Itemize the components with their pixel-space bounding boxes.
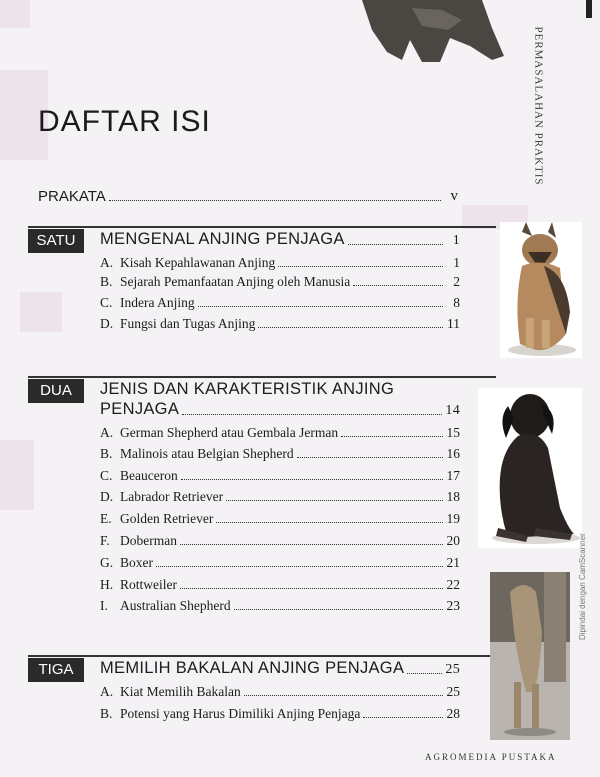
toc-item[interactable]	[100, 446, 460, 462]
toc-item-label: Fungsi dan Tugas Anjing	[120, 316, 256, 331]
toc-chapter-tiga[interactable]	[100, 659, 460, 678]
chapter-title: MENGENAL ANJING PENJAGA	[100, 230, 345, 248]
dog-photo-german-shepherd	[500, 222, 582, 358]
dot-leader	[297, 457, 443, 458]
chapter-divider	[28, 376, 496, 378]
toc-item-label: Australian Shepherd	[120, 598, 231, 613]
dot-leader	[348, 244, 443, 245]
toc-item[interactable]	[100, 255, 460, 271]
dot-leader	[182, 414, 442, 415]
toc-item[interactable]	[100, 684, 460, 700]
toc-item-label: Indera Anjing	[120, 295, 195, 310]
toc-item-label: Kiat Memilih Bakalan	[120, 684, 241, 699]
dot-leader	[258, 327, 443, 328]
toc-item-letter: B.	[100, 274, 113, 289]
chapter-divider	[28, 655, 496, 657]
toc-item-label: Beauceron	[120, 468, 178, 483]
dot-leader	[363, 717, 443, 718]
dot-leader	[156, 566, 443, 567]
toc-item-letter: C.	[100, 468, 113, 483]
bleed-mark	[0, 440, 34, 510]
toc-page-number: 20	[446, 533, 460, 548]
side-marker	[586, 0, 592, 18]
toc-item[interactable]	[100, 489, 460, 505]
toc-chapter-dua[interactable]	[100, 400, 460, 419]
toc-page-number: 25	[445, 662, 460, 677]
toc-item[interactable]	[100, 598, 460, 614]
dot-leader	[180, 588, 443, 589]
toc-page-number: 15	[446, 425, 460, 440]
toc-item-label: Rottweiler	[120, 577, 177, 592]
toc-item-label: German Shepherd atau Gembala Jerman	[120, 425, 339, 440]
bleed-mark	[20, 292, 62, 332]
toc-page-number: 11	[447, 316, 460, 331]
toc-chapter-satu[interactable]	[100, 230, 460, 249]
bleed-mark	[0, 0, 30, 28]
toc-item[interactable]	[100, 706, 460, 722]
toc-item-label: Potensi yang Harus Dimiliki Anjing Penjaga	[120, 706, 361, 721]
toc-item[interactable]	[100, 425, 460, 441]
toc-item-letter: D.	[100, 316, 114, 331]
dot-leader	[181, 479, 443, 480]
dot-leader	[244, 695, 443, 696]
toc-item-letter: E.	[100, 511, 112, 526]
dot-leader	[234, 609, 443, 610]
toc-item[interactable]	[100, 511, 460, 527]
chapter-title-line2: PENJAGA	[100, 400, 180, 418]
toc-page-number: 22	[446, 577, 460, 592]
toc-item[interactable]	[100, 295, 460, 311]
dot-leader	[216, 522, 443, 523]
toc-item-label: Sejarah Pemanfaatan Anjing oleh Manusia	[120, 274, 351, 289]
toc-item-letter: H.	[100, 577, 114, 592]
dog-photo-black-dog	[478, 388, 582, 548]
toc-item[interactable]	[100, 274, 460, 290]
toc-item-letter: A.	[100, 425, 114, 440]
toc-item[interactable]	[100, 533, 460, 549]
dot-leader	[353, 285, 443, 286]
toc-item[interactable]	[100, 316, 460, 332]
dot-leader	[278, 266, 443, 267]
dot-leader	[198, 306, 443, 307]
toc-page-number: 25	[446, 684, 460, 699]
toc-item-label: Boxer	[120, 555, 153, 570]
toc-item-label: Labrador Retriever	[120, 489, 224, 504]
toc-item-letter: F.	[100, 533, 110, 548]
toc-prakata[interactable]	[38, 188, 458, 205]
toc-page-number: 18	[446, 489, 460, 504]
toc-item-letter: I.	[100, 598, 108, 613]
publisher-footer: AGROMEDIA PUSTAKA	[425, 752, 557, 762]
toc-page-number: v	[450, 188, 458, 204]
page-title: DAFTAR ISI	[38, 105, 211, 138]
scanner-watermark: Dipindai dengan CamScanner	[578, 533, 587, 640]
dot-leader	[407, 673, 442, 674]
toc-prakata-label: PRAKATA	[38, 188, 106, 205]
running-header: PERMASALAHAN PRAKTIS	[532, 26, 545, 186]
toc-item[interactable]	[100, 577, 460, 593]
toc-page-number: 1	[452, 233, 460, 248]
toc-page-number: 1	[453, 255, 460, 270]
toc-page-number: 28	[446, 706, 460, 721]
chapter-title-line1: JENIS DAN KARAKTERISTIK ANJING	[100, 380, 395, 398]
toc-page-number: 8	[453, 295, 460, 310]
toc-page-number: 23	[446, 598, 460, 613]
toc-item-letter: A.	[100, 684, 114, 699]
toc-item-letter: C.	[100, 295, 113, 310]
toc-item-letter: D.	[100, 489, 114, 504]
toc-item-letter: G.	[100, 555, 114, 570]
toc-item-letter: B.	[100, 706, 113, 721]
chapter-badge-satu: SATU	[28, 229, 84, 253]
toc-page-number: 17	[446, 468, 460, 483]
toc-page-number: 21	[446, 555, 460, 570]
toc-item-letter: A.	[100, 255, 114, 270]
dog-photo-top	[352, 0, 520, 64]
dot-leader	[180, 544, 443, 545]
toc-page-number: 16	[446, 446, 460, 461]
chapter-badge-dua: DUA	[28, 379, 84, 403]
toc-item-label: Kisah Kepahlawanan Anjing	[120, 255, 276, 270]
toc-item[interactable]	[100, 555, 460, 571]
chapter-divider	[28, 226, 496, 228]
dog-photo-standing-dog	[490, 572, 570, 740]
toc-page-number: 19	[446, 511, 460, 526]
toc-page-number: 14	[445, 403, 460, 418]
dot-leader	[226, 500, 443, 501]
chapter-title: MEMILIH BAKALAN ANJING PENJAGA	[100, 659, 405, 677]
toc-item-label: Malinois atau Belgian Shepherd	[120, 446, 294, 461]
dot-leader	[341, 436, 443, 437]
toc-item-label: Golden Retriever	[120, 511, 214, 526]
toc-item-letter: B.	[100, 446, 113, 461]
toc-item[interactable]	[100, 468, 460, 484]
chapter-badge-tiga: TIGA	[28, 658, 84, 682]
toc-page-number: 2	[453, 274, 460, 289]
toc-item-label: Doberman	[120, 533, 177, 548]
dot-leader	[109, 200, 441, 201]
